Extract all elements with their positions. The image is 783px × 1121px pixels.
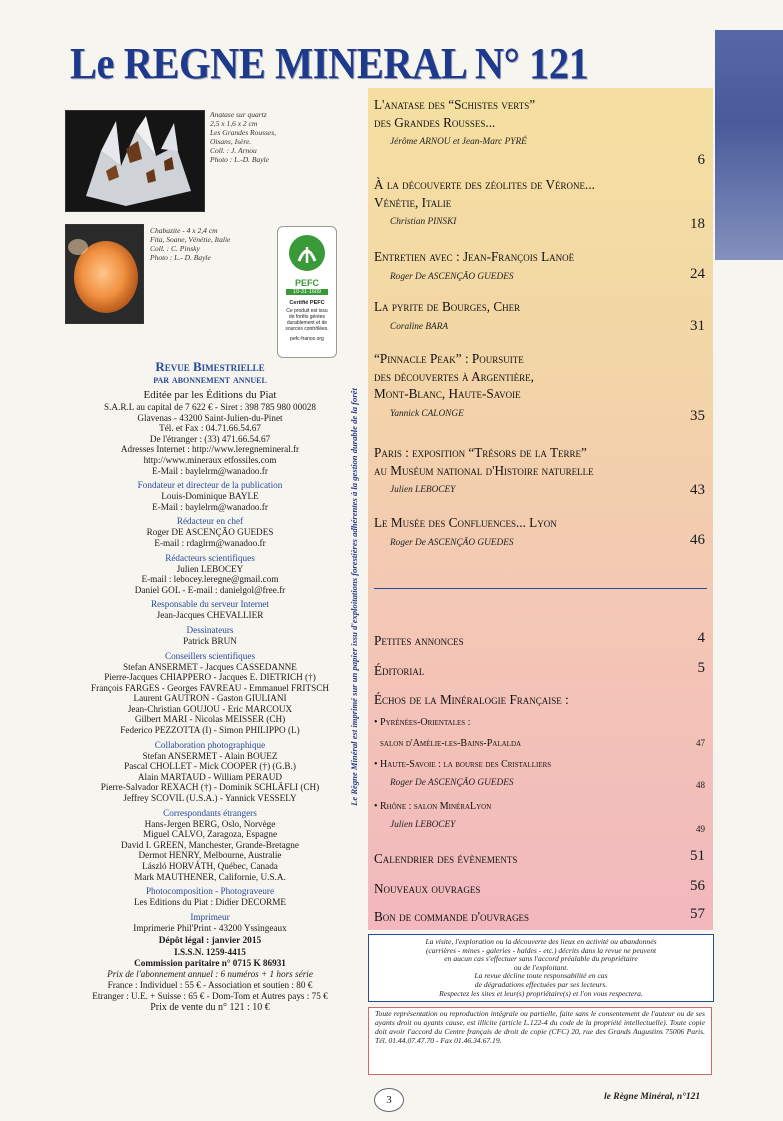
toc-rubrique-page: 56 — [690, 878, 705, 894]
notice-line: (carrières - mines - galeries - haldes - etc.) décrits dans la revue ne peuvent — [425, 945, 657, 955]
caption-line: Oisans, Isère. — [210, 137, 252, 146]
toc-article-page: 35 — [690, 408, 705, 424]
prix-france: France : Individuel : 55 € - Association et soutien : 80 € — [107, 979, 313, 990]
email-line: E-Mail : baylelrm@wanadoo.fr — [152, 465, 268, 476]
caption-line: Coll. : J. Arnou — [210, 146, 257, 155]
photo-anatase — [65, 110, 205, 212]
colophon-sections — [50, 480, 370, 933]
toc-rubrique[interactable] — [374, 632, 705, 650]
toc-rubrique-title: Nouveaux ouvrages — [374, 881, 481, 896]
colophon-section-line: Pascal CHOLLET - Mick COOPER (†) (G.B.) — [124, 761, 296, 772]
colophon-section-line: Stefan ANSERMET - Jacques CASSEDANNE — [123, 661, 297, 672]
running-footer: le Règne Minéral, n°121 — [604, 1092, 701, 1102]
toc-article-author: Coraline BARA — [390, 321, 449, 332]
toc-article-page: 31 — [690, 318, 705, 334]
toc-rubrique-page: 5 — [697, 660, 705, 676]
photo-chabazite-caption — [150, 226, 270, 262]
toc-rubrique-title: Échos de la Minéralogie Française : — [374, 692, 569, 707]
toc-article-page: 24 — [690, 266, 705, 282]
page-number: 3 — [374, 1088, 404, 1112]
toc-article-title: Mont-Blanc, Haute-Savoie — [374, 386, 521, 401]
pefc-url: pefc-france.org — [290, 336, 324, 342]
colophon-section-line: Laurent GAUTRON - Gaston GIULIANI — [133, 693, 287, 704]
toc-article-page: 43 — [690, 482, 705, 498]
caption-line: Coll. : C. Pinsky — [150, 244, 200, 253]
colophon-section-line: Dermot HENRY, Melbourne, Australie — [138, 850, 282, 861]
colophon-section-line: Mark MAUTHENER, Californie, U.S.A. — [134, 871, 286, 882]
toc-echo-page: 47 — [696, 738, 705, 748]
masthead-title: Le REGNE MINERAL N° 121 — [70, 39, 589, 88]
toc-separator — [374, 588, 707, 589]
adjacent-page-bleed — [715, 30, 783, 260]
toc-rubrique[interactable] — [374, 908, 705, 926]
toc-rubrique — [374, 691, 705, 709]
colophon-section-line: Pierre-Salvador REXACH (†) - Dominik SCHLÄFLI (CH) — [100, 782, 320, 793]
anatase-image — [66, 111, 204, 211]
table-of-contents — [368, 88, 713, 930]
toc-article-author: Jérôme ARNOU et Jean-Marc PYRÉ — [390, 137, 527, 147]
colophon-section-title: Rédacteur en chef — [176, 516, 244, 527]
toc-article-title: Paris : exposition “Trésors de la Terre” — [374, 445, 587, 460]
publisher: Editée par les Éditions du Piat — [143, 389, 277, 401]
colophon-section-line: E-mail : rdaglrm@wanadoo.fr — [154, 537, 266, 548]
pefc-cert-title: Certifié PEFC — [289, 300, 325, 306]
pefc-tree-icon — [287, 233, 327, 273]
colophon-section-line: Federico PEZZOTTA (I) - Simon PHILIPPO (L) — [120, 725, 300, 736]
toc-rubrique[interactable] — [374, 880, 705, 898]
colophon-section-line: David I. GREEN, Manchester, Grande-Bretagne — [121, 839, 299, 850]
pefc-text-line: de forêts gérées — [288, 314, 326, 320]
colophon-section-title: Correspondants étrangers — [163, 807, 257, 818]
toc-article[interactable] — [374, 444, 705, 498]
pefc-text-line: Ce produit est issu — [286, 308, 328, 314]
colophon-subheading: par abonnement annuel — [153, 374, 267, 386]
colophon-section-line: Louis-Dominique BAYLE — [161, 491, 259, 502]
toc-echo-head: • Rhône : salon MinéraLyon — [374, 801, 492, 812]
toc-echo-sub: salon d'Amélie-les-Bains-Palalda — [380, 738, 522, 749]
colophon-section-line: Miguel CALVO, Zaragoza, Espagne — [142, 829, 278, 840]
colophon-section-line: Gilbert MARI - Nicolas MEISSER (CH) — [134, 714, 286, 725]
caption-line: Anatase sur quartz — [210, 110, 267, 119]
notice-line: Respectez les sites et leur(s) propriétaire(s) et l'on vous respectera. — [439, 988, 643, 998]
toc-article-title: “Pinnacle Peak” : Poursuite — [374, 351, 524, 366]
pefc-code: 10-31-1609 — [286, 289, 328, 295]
colophon-section-title: Photocomposition - Photograveure — [145, 886, 275, 897]
pefc-label — [277, 226, 337, 358]
toc-article-title: Le Musée des Confluences... Lyon — [374, 515, 557, 530]
colophon-section-line: Roger DE ASCENÇÃO GUEDES — [146, 527, 274, 538]
toc-rubrique-title: Petites annonces — [374, 633, 464, 648]
toc-rubrique-title: Calendrier des évènements — [374, 851, 518, 866]
colophon-section-line: E-mail : lebocey.leregne@gmail.com — [141, 574, 279, 585]
toc-article-title: L'anatase des “Schistes verts” — [374, 97, 536, 112]
toc-rubrique-title: Bon de commande d'ouvrages — [374, 909, 530, 924]
toc-echo-item[interactable] — [374, 716, 705, 750]
chabazite-image — [66, 225, 143, 323]
tel-line: Tél. et Fax : 04.71.66.54.67 — [159, 423, 261, 434]
toc-echo-author: Roger De ASCENÇÃO GUEDES — [390, 778, 514, 788]
colophon-section-title: Rédacteurs scientifiques — [165, 552, 255, 563]
colophon-section-line: Jeffrey SCOVIL (U.S.A.) - Yannick VESSELY — [123, 793, 297, 804]
colophon-section-line: Hans-Jergen BERG, Oslo, Norvège — [144, 818, 276, 829]
toc-article-author: Julien LEBOCEY — [390, 485, 456, 495]
colophon-section-line: László HORVÁTH, Québec, Canada — [142, 861, 278, 871]
toc-echo-author: Julien LEBOCEY — [390, 820, 456, 830]
colophon-section-line: Jean-Jacques CHEVALLIER — [156, 610, 264, 621]
toc-article-title: À la découverte des zéolites de Vérone... — [374, 177, 595, 192]
colophon-section-title: Responsable du serveur Internet — [150, 599, 270, 610]
toc-article-author: Yannick CALONGE — [390, 408, 464, 419]
colophon-section-line: Daniel GOL - E-mail : danielgol@free.fr — [134, 584, 286, 595]
colophon-section-line: François FARGES - Georges FAVREAU - Emmanuel FRITSCH — [91, 682, 329, 693]
colophon-section-line: Pierre-Jacques CHIAPPERO - Jacques E. DIETRICH (†) — [104, 672, 316, 683]
toc-echo-page: 48 — [696, 780, 705, 790]
photo-chabazite — [65, 224, 144, 324]
caption-line: 2,5 x 1,6 x 2 cm — [210, 119, 258, 128]
caption-line: Les Grandes Rousses, — [210, 128, 277, 137]
prix-abonnement: Prix de l'abonnement annuel : 6 numéros + 1 hors série — [107, 969, 313, 980]
toc-article-title: des découvertes à Argentière, — [374, 368, 534, 384]
colophon-section-line: Jean-Christian GOUJOU - Eric MARCOUX — [127, 703, 293, 714]
toc-article-page: 18 — [690, 216, 705, 232]
copyright-notice: Toute représentation ou reproduction intégrale ou partielle, faite sans le consentement de l'auteur ou de ses ayants droit ou ayants cause, est illicite (article L.122-4 du code de la propriété intellectuelle). Toute copie doit avoir l'accord du Centre français de droit de copie (CFC) 20, rue des Grands Augustins 75006 Paris. Tél. 01.44.07.47.70 - Fax 01.46.34.67.19. — [368, 1007, 712, 1075]
toc-article-title: La pyrite de Bourges, Cher — [374, 299, 521, 314]
colophon-section-line: Patrick BRUN — [183, 635, 237, 646]
toc-article-author: Roger De ASCENÇÃO GUEDES — [390, 537, 514, 548]
web-line: http://www.mineraux etfossiles.com — [143, 454, 277, 465]
site-visit-notice — [368, 934, 714, 1002]
address-line: Glavenas - 43200 Saint-Julien-du-Pinet — [137, 412, 283, 423]
prix-etranger: Etranger : U.E. + Suisse : 65 € - Dom-Tom et Autres pays : 75 € — [92, 990, 328, 1001]
toc-article-title: Vénétie, Italie — [374, 194, 452, 210]
toc-article[interactable] — [374, 298, 705, 332]
toc-article[interactable] — [374, 514, 705, 548]
toc-echo-item[interactable] — [374, 800, 705, 834]
notice-line: La visite, l'exploration ou la découverte des lieux en activité ou abandonnés — [425, 937, 657, 946]
colophon — [50, 360, 370, 1014]
vertical-paper-note-text: Le Règne Minéral est imprimé sur un papier issu d'exploitations forestières adhérentes à la gestion durable de la forêt — [349, 388, 359, 806]
pefc-text-line: sources contrôlées. — [285, 326, 329, 332]
toc-article-title: au Muséum national d'Histoire naturelle — [374, 462, 594, 478]
toc-rubrique-page: 57 — [690, 906, 705, 922]
notice-line: de dégradations effectuées par ses lecteurs. — [474, 979, 608, 989]
colophon-section-line: Stefan ANSERMET - Alain BOUEZ — [142, 750, 278, 761]
toc-article-author: Roger De ASCENÇÃO GUEDES — [390, 271, 514, 282]
colophon-section-line: Alain MARTAUD - William PERAUD — [137, 771, 283, 782]
sarl-line: S.A.R.L au capital de 7 622 € - Siret : 398 785 980 00028 — [104, 402, 316, 412]
colophon-heading: Revue Bimestrielle — [155, 359, 265, 374]
vertical-paper-note — [347, 332, 361, 862]
colophon-section-title: Dessinateurs — [186, 624, 234, 635]
toc-echo-head: • Pyrénées-Orientales : — [374, 717, 471, 728]
notice-line: La revue décline toute responsabilité en cas — [474, 971, 608, 981]
tel-intl-line: De l'étranger : (33) 471.66.54.67 — [149, 433, 271, 444]
toc-rubrique-page: 4 — [697, 630, 705, 646]
prix-vente: Prix de vente du n° 121 : 10 € — [150, 1002, 270, 1014]
toc-article[interactable] — [374, 350, 705, 424]
pefc-logo-text: PEFC — [294, 278, 319, 288]
toc-article-title: Entretien avec : Jean-François Lanoë — [374, 249, 575, 264]
issn: I.S.S.N. 1259-4415 — [174, 947, 246, 958]
pefc-text-line: durablement et de — [286, 320, 328, 326]
toc-article-page: 46 — [690, 532, 705, 548]
toc-echo-head: • Haute-Savoie : la bourse des Cristalliers — [374, 759, 552, 770]
depot-legal: Dépôt légal : janvier 2015 — [158, 936, 262, 947]
commission-paritaire: Commission paritaire n° 0715 K 86931 — [134, 958, 286, 969]
toc-echo-page: 49 — [696, 824, 705, 834]
toc-echo-item[interactable] — [374, 758, 705, 788]
colophon-section-line: Julien LEBOCEY — [176, 563, 244, 574]
toc-article-page: 6 — [697, 152, 705, 168]
toc-article[interactable] — [374, 248, 705, 282]
colophon-section-title: Conseillers scientifiques — [164, 650, 256, 661]
colophon-section-title: Imprimeur — [190, 911, 230, 922]
colophon-section-line: Imprimerie Phil'Print - 43200 Yssingeaux — [133, 922, 287, 933]
colophon-section-title: Fondateur et directeur de la publication — [137, 480, 283, 491]
toc-rubrique-page: 51 — [690, 848, 705, 864]
caption-line: Photo : L.-D. Bayle — [210, 155, 269, 164]
toc-rubrique[interactable] — [374, 662, 705, 680]
colophon-section-title: Collaboration photographique — [154, 739, 266, 750]
toc-rubrique[interactable] — [374, 850, 705, 868]
caption-line: Fita, Soane, Vénétie, Italie — [150, 235, 231, 244]
colophon-section-line: Les Editions du Piat : Didier DECORME — [133, 897, 287, 908]
caption-line: Photo : L.- D. Bayle — [150, 253, 211, 262]
caption-line: Chabazite - 4 x 2,4 cm — [150, 226, 218, 235]
web-line: Adresses Internet : http://www.leregnemineral.fr — [120, 444, 300, 455]
notice-line: en aucun cas s'effectuer sans l'accord préalable du propriétaire — [444, 954, 638, 964]
toc-article-title: des Grandes Rousses... — [374, 114, 496, 130]
photo-anatase-caption — [210, 110, 320, 164]
colophon-section-line: E-Mail : baylelrm@wanadoo.fr — [152, 501, 268, 512]
toc-article-author: Christian PINSKI — [390, 217, 457, 227]
toc-rubrique-title: Éditorial — [374, 663, 425, 678]
notice-line: ou de l'exploitant. — [513, 962, 569, 972]
toc-article[interactable] — [374, 176, 705, 232]
toc-article[interactable] — [374, 96, 705, 168]
